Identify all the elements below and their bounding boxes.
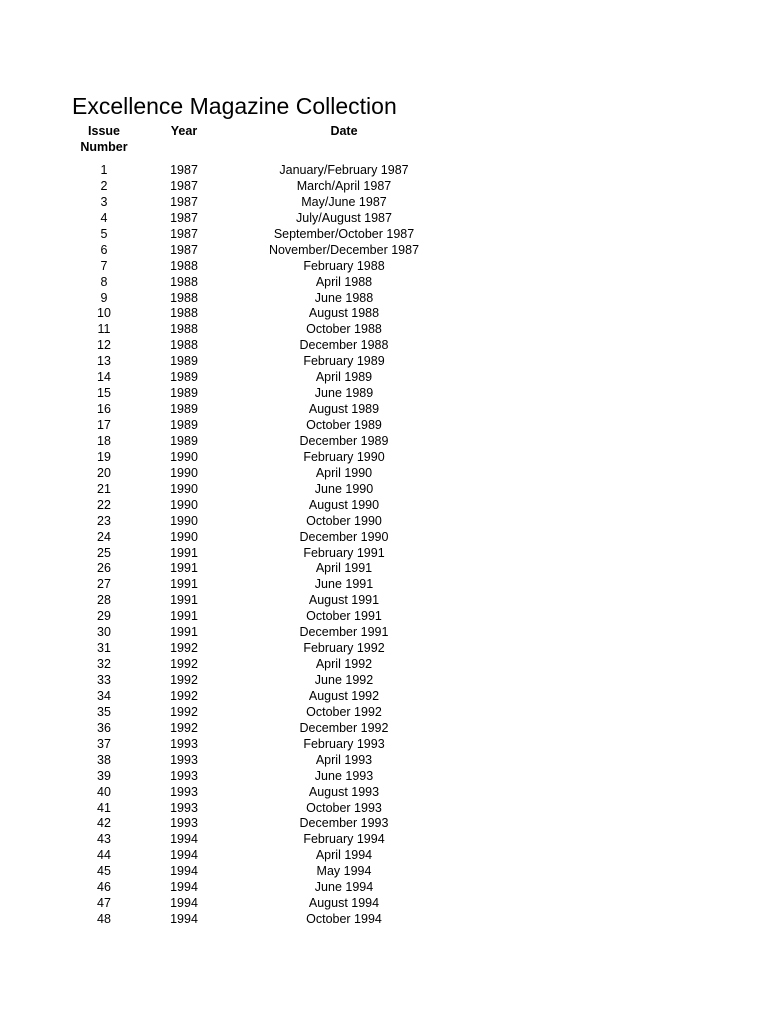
table-row [0, 369, 768, 385]
date-cell: February 1994 [303, 832, 385, 847]
issue-number-cell: 48 [97, 912, 111, 927]
year-cell: 1991 [170, 577, 198, 592]
year-cell: 1987 [170, 210, 198, 225]
issue-number-cell: 20 [97, 465, 111, 480]
issue-header-line2: Number [80, 140, 128, 154]
table-row [0, 608, 768, 624]
date-cell: October 1993 [306, 800, 382, 815]
issue-number-cell: 21 [97, 481, 111, 496]
issue-number-cell: 15 [97, 386, 111, 401]
date-cell: June 1990 [314, 481, 374, 496]
year-cell: 1990 [170, 465, 198, 480]
table-row [0, 513, 768, 529]
year-cell: 1992 [170, 704, 198, 719]
issue-number-cell: 24 [97, 529, 111, 544]
issue-number-cell: 7 [100, 258, 108, 273]
year-cell: 1988 [170, 274, 198, 289]
table-row [0, 879, 768, 895]
year-cell: 1992 [170, 688, 198, 703]
year-cell: 1988 [170, 258, 198, 273]
date-cell: June 1993 [314, 768, 374, 783]
year-cell: 1991 [170, 625, 198, 640]
issue-number-cell: 38 [97, 752, 111, 767]
table-row [0, 305, 768, 321]
date-cell: February 1991 [303, 545, 385, 560]
year-cell: 1994 [170, 832, 198, 847]
year-cell: 1989 [170, 418, 198, 432]
issue-number-cell: 31 [97, 641, 111, 656]
date-cell: June 1991 [314, 577, 374, 592]
table-row [0, 290, 768, 306]
date-cell: October 1990 [306, 513, 382, 528]
date-cell: June 1988 [314, 290, 374, 305]
date-cell: February 1992 [303, 641, 385, 656]
issue-number-cell: 40 [97, 784, 111, 799]
table-row [0, 242, 768, 258]
date-header: Date [330, 124, 358, 138]
table-row [0, 656, 768, 672]
date-cell: April 1993 [315, 752, 373, 767]
issue-number-cell: 13 [97, 354, 111, 369]
table-row [0, 911, 768, 927]
date-cell: October 1988 [306, 322, 382, 337]
date-cell: July/August 1987 [296, 210, 392, 225]
year-cell: 1987 [170, 163, 198, 177]
issue-number-cell: 45 [97, 864, 111, 879]
issue-number-cell: 37 [97, 736, 111, 751]
date-cell: August 1992 [308, 688, 380, 703]
table-row [0, 481, 768, 497]
year-cell: 1992 [170, 673, 198, 687]
table-row [0, 784, 768, 800]
table-row [0, 401, 768, 417]
issue-number-cell: 33 [97, 673, 111, 687]
year-cell: 1993 [170, 736, 198, 751]
table-row [0, 162, 768, 178]
date-cell: December 1992 [299, 720, 389, 735]
year-cell: 1989 [170, 370, 198, 385]
date-cell: August 1988 [308, 306, 380, 321]
date-cell: April 1988 [315, 274, 373, 289]
issue-number-cell: 27 [97, 577, 111, 592]
issue-number-cell: 8 [100, 274, 108, 289]
table-row [0, 385, 768, 401]
year-cell: 1988 [170, 290, 198, 305]
issue-number-cell: 44 [97, 848, 111, 863]
table-row [0, 895, 768, 911]
issue-number-cell: 34 [97, 688, 111, 703]
year-cell: 1994 [170, 880, 198, 895]
issue-number-cell: 2 [100, 178, 108, 193]
year-cell: 1989 [170, 402, 198, 417]
year-cell: 1994 [170, 848, 198, 863]
date-cell: October 1994 [306, 912, 382, 927]
year-cell: 1987 [170, 242, 198, 257]
date-cell: June 1994 [314, 880, 374, 895]
date-cell: February 1993 [303, 736, 385, 751]
table-row [0, 847, 768, 863]
issue-number-cell: 30 [97, 625, 111, 640]
year-cell: 1993 [170, 816, 198, 831]
date-cell: August 1989 [308, 402, 380, 417]
table-row [0, 624, 768, 640]
date-cell: April 1994 [315, 848, 373, 863]
issue-number-cell: 26 [97, 561, 111, 576]
table-row [0, 704, 768, 720]
date-cell: March/April 1987 [296, 178, 392, 193]
date-cell: September/October 1987 [273, 226, 415, 241]
issue-number-cell: 5 [100, 226, 108, 241]
table-row [0, 529, 768, 545]
date-cell: June 1989 [314, 386, 374, 401]
issue-number-cell: 35 [97, 704, 111, 719]
table-row [0, 720, 768, 736]
issue-number-cell: 17 [97, 418, 111, 432]
issue-number-header [74, 123, 134, 155]
table-row [0, 274, 768, 290]
table-row [0, 752, 768, 768]
year-cell: 1988 [170, 306, 198, 321]
year-cell: 1994 [170, 896, 198, 911]
year-cell: 1987 [170, 194, 198, 209]
year-cell: 1991 [170, 545, 198, 560]
date-cell: October 1992 [306, 704, 382, 719]
year-cell: 1991 [170, 593, 198, 608]
year-cell: 1988 [170, 322, 198, 337]
table-row [0, 353, 768, 369]
year-cell: 1990 [170, 481, 198, 496]
table-row [0, 226, 768, 242]
date-cell: April 1991 [315, 561, 373, 576]
year-cell: 1993 [170, 768, 198, 783]
date-cell: August 1993 [308, 784, 380, 799]
year-cell: 1992 [170, 657, 198, 672]
date-cell: June 1992 [314, 673, 374, 687]
year-cell: 1989 [170, 354, 198, 369]
table-row [0, 178, 768, 194]
year-cell: 1991 [170, 609, 198, 624]
date-cell: December 1990 [299, 529, 389, 544]
table-row [0, 560, 768, 576]
table-row [0, 688, 768, 704]
issue-number-cell: 3 [100, 194, 108, 209]
issue-number-cell: 28 [97, 593, 111, 608]
issue-number-cell: 22 [97, 497, 111, 512]
issue-number-cell: 46 [97, 880, 111, 895]
year-cell: 1989 [170, 386, 198, 401]
date-cell: May/June 1987 [301, 194, 387, 209]
year-cell: 1991 [170, 561, 198, 576]
table-row [0, 831, 768, 847]
date-cell: October 1991 [306, 609, 382, 624]
issue-number-cell: 4 [100, 210, 108, 225]
table-row [0, 449, 768, 465]
year-cell: 1990 [170, 513, 198, 528]
document-title: Excellence Magazine Collection [72, 93, 397, 119]
issue-number-cell: 6 [100, 242, 108, 257]
date-cell: December 1988 [299, 338, 389, 353]
date-cell: January/February 1987 [279, 163, 409, 177]
issue-number-cell: 16 [97, 402, 111, 417]
table-row [0, 592, 768, 608]
table-row [0, 800, 768, 816]
table-row [0, 768, 768, 784]
table-row [0, 736, 768, 752]
year-cell: 1993 [170, 784, 198, 799]
date-cell: February 1988 [303, 258, 385, 273]
year-cell: 1987 [170, 178, 198, 193]
date-cell: August 1990 [308, 497, 380, 512]
date-cell: April 1990 [315, 465, 373, 480]
table-row [0, 672, 768, 688]
issue-number-cell: 11 [97, 322, 111, 337]
table-row [0, 497, 768, 513]
issue-number-cell: 14 [97, 370, 111, 385]
issue-number-cell: 9 [100, 290, 108, 305]
issue-header-line1: Issue [88, 124, 120, 138]
table-row [0, 433, 768, 449]
issue-table-body [0, 162, 768, 927]
issue-number-cell: 36 [97, 720, 111, 735]
date-cell: August 1994 [308, 896, 380, 911]
date-cell: August 1991 [308, 593, 380, 608]
year-header: Year [170, 124, 198, 138]
date-cell: December 1993 [299, 816, 389, 831]
date-cell: December 1991 [299, 625, 389, 640]
table-row [0, 321, 768, 337]
year-cell: 1994 [170, 912, 198, 927]
issue-number-cell: 23 [97, 513, 111, 528]
table-row [0, 465, 768, 481]
issue-number-cell: 29 [97, 609, 111, 624]
year-cell: 1990 [170, 497, 198, 512]
year-cell: 1992 [170, 720, 198, 735]
table-row [0, 417, 768, 433]
issue-number-cell: 19 [97, 449, 111, 464]
year-cell: 1993 [170, 752, 198, 767]
date-cell: February 1989 [303, 354, 385, 369]
issue-number-cell: 39 [97, 768, 111, 783]
issue-number-cell: 43 [97, 832, 111, 847]
issue-number-cell: 41 [97, 800, 111, 815]
date-cell: May 1994 [316, 864, 372, 879]
issue-number-cell: 32 [97, 657, 111, 672]
year-cell: 1990 [170, 529, 198, 544]
table-row [0, 258, 768, 274]
table-row [0, 815, 768, 831]
year-cell: 1990 [170, 449, 198, 464]
table-row [0, 337, 768, 353]
table-row [0, 194, 768, 210]
issue-number-cell: 42 [97, 816, 111, 831]
date-cell: November/December 1987 [268, 242, 420, 257]
year-cell: 1989 [170, 433, 198, 448]
issue-number-cell: 10 [97, 306, 111, 321]
year-cell: 1992 [170, 641, 198, 656]
date-cell: April 1992 [315, 657, 373, 672]
issue-number-cell: 1 [100, 163, 108, 177]
issue-number-cell: 47 [97, 896, 111, 911]
issue-number-cell: 25 [97, 545, 111, 560]
table-row [0, 210, 768, 226]
date-cell: February 1990 [303, 449, 385, 464]
year-cell: 1988 [170, 338, 198, 353]
table-row [0, 863, 768, 879]
issue-number-cell: 18 [97, 433, 111, 448]
table-row [0, 640, 768, 656]
date-cell: April 1989 [315, 370, 373, 385]
year-cell: 1993 [170, 800, 198, 815]
issue-number-cell: 12 [97, 338, 111, 353]
date-cell: December 1989 [299, 433, 389, 448]
date-cell: October 1989 [306, 418, 382, 432]
table-row [0, 576, 768, 592]
year-cell: 1994 [170, 864, 198, 879]
year-cell: 1987 [170, 226, 198, 241]
table-row [0, 545, 768, 561]
